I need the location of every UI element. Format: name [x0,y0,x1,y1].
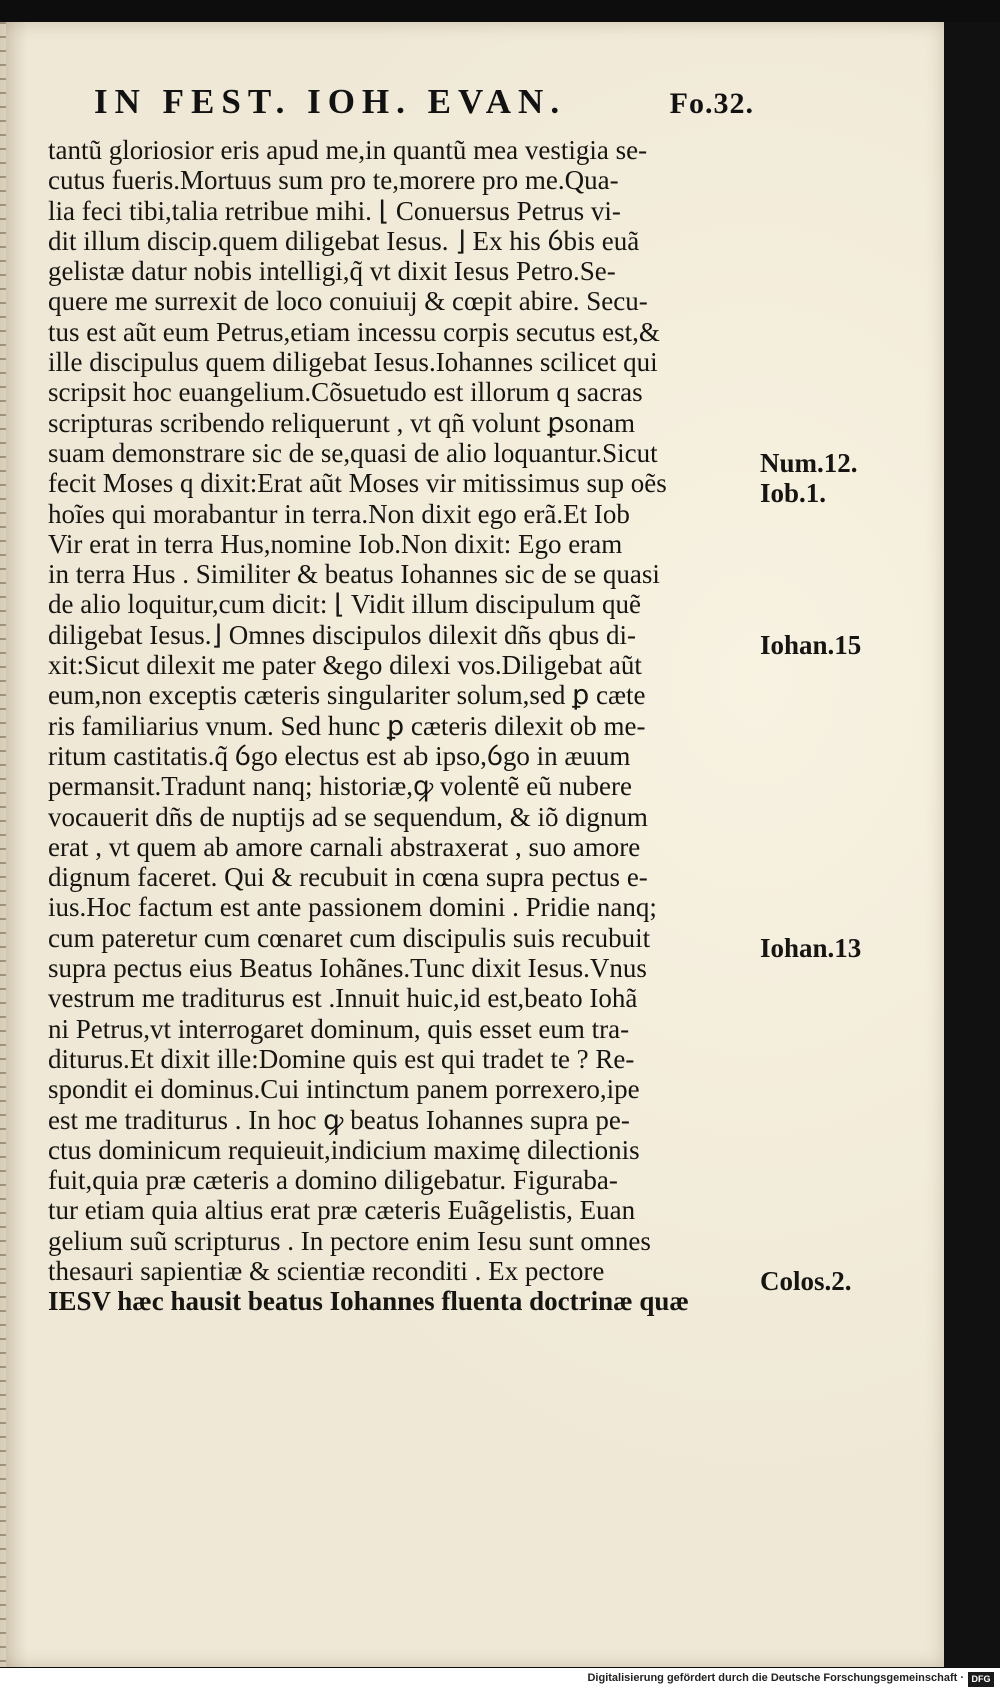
text-line: diturus.Et dixit ille:Domine quis est qui tradet te ? Re- [48,1043,635,1074]
text-line: eum,non exceptis cæteris singulariter solum,sed ꝑ cæte [48,680,646,711]
scan-background [944,22,1000,1667]
text-line: erat , vt quem ab amore carnali abstraxerat , suo amore [48,831,641,862]
text-line: fecit Moses q dixit:Erat aũt Moses vir mitissimus sup oẽs [48,468,667,499]
margin-note: Iohan.13 [760,932,862,963]
text-line: hoĩes qui morabantur in terra.Non dixit ego erã.Et Iob [48,498,630,529]
text-line: ritum castitatis.q̃ ỽgo electus est ab ipso,ỽgo in æuum [48,740,631,771]
text-line: tus est aũt eum Petrus,etiam incessu corpis secutus est,& [48,316,660,347]
running-title: IN FEST. IOH. EVAN. [94,82,567,121]
footer-bar [0,1668,1000,1693]
text-line: ius.Hoc factum est ante passionem domini . Pridie nanq; [48,892,657,923]
text-line: gelistæ datur nobis intelligi,q̃ vt dixit Iesus Petro.Se- [48,256,616,287]
text-line: diligebat Iesus.⌋ Omnes discipulos dilexit dñs qbus di- [48,619,636,650]
text-line: IESV hæc hausit beatus Iohannes fluenta doctrinæ quæ [48,1286,689,1317]
margin-note: Iob.1. [760,478,827,509]
text-line: spondit ei dominus.Cui intinctum panem porrexero,ipe [48,1074,640,1105]
text-line: supra pectus eius Beatus Iohãnes.Tunc dixit Iesus.Vnus [48,953,647,984]
digitization-credit: Digitalisierung gefördert durch die Deutsche Forschungsgemeinschaft · [587,1672,964,1684]
page-header [94,82,754,134]
margin-note: Num.12. [760,448,858,478]
text-line: vestrum me traditurus est .Innuit huic,id est,beato Iohã [48,983,638,1014]
text-line: dit illum discip.quem diligebat Iesus. ⌋ Ex his ỽbis euã [48,225,640,256]
text-line: ctus dominicum requieuit,indicium maximę dilectionis [48,1134,640,1165]
folio-number: Fo.32. [669,87,754,120]
text-line: vocauerit dñs de nuptĳs ad se sequendum, & iõ dignum [48,801,648,832]
page-edge-gutter [0,22,6,1667]
text-line: suam demonstrare sic de se,quasi de alio loquantur.Sicut [48,437,658,468]
text-line: fuit,quia præ cæteris a domino diligebatur. Figuraba- [48,1165,618,1196]
text-line: tantũ gloriosior eris apud me,in quantũ mea vestigia se- [48,135,648,165]
text-line: gelium suũ scripturus . In pectore enim Iesu sunt omnes [48,1225,651,1256]
dfg-logo-icon: DFG [968,1672,994,1687]
text-line: lia feci tibi,talia retribue mihi. ⌊ Conuersus Petrus vi- [48,195,621,226]
text-line: cutus fueris.Mortuus sum pro te,morere pro me.Qua- [48,165,619,196]
text-line: ille discipulus quem diligebat Iesus.Iohannes scilicet qui [48,347,658,378]
text-line: dignum faceret. Qui & recubuit in cœna supra pectus e- [48,862,648,893]
text-line: ris familiarius vnum. Sed hunc ꝑ cæteris dilexit ob me- [48,710,646,741]
text-line: quere me surrexit de loco conuiuĳ & cœpit abire. Secu- [48,286,648,317]
text-line: est me traditurus . In hoc ꝙ beatus Iohannes supra pe- [48,1104,630,1135]
text-line: scripturas scribendo reliquerunt , vt qñ volunt ꝑsonam [48,407,636,438]
text-line: thesauri sapientiæ & scientiæ reconditi . Ex pectore [48,1255,605,1286]
text-line: de alio loquitur,cum dicit: ⌊ Vidit illum discipulum quẽ [48,589,642,620]
margin-note: Colos.2. [760,1266,852,1297]
text-line: xit:Sicut dilexit me pater &ego dilexi vos.Diligebat aũt [48,650,642,681]
text-line: scripsit hoc euangelium.Cõsuetudo est illorum q sacras [48,377,643,408]
text-line: cum pateretur cum cœnaret cum discipulis suis recubuit [48,922,651,953]
margin-note: Iohan.15 [760,629,862,660]
text-line: in terra Hus . Similiter & beatus Iohannes sic de se quasi [48,559,660,590]
text-line: Vir erat in terra Hus,nomine Iob.Non dixit: Ego eram [48,528,623,559]
text-line: ni Petrus,vt interrogaret dominum, quis esset eum tra- [48,1013,630,1044]
text-line: permansit.Tradunt nanq; historiæ,ꝙ volentẽ eũ nubere [48,771,632,802]
main-text-block [48,135,748,1317]
text-line: tur etiam quia altius erat præ cæteris Euãgelistis, Euan [48,1195,636,1226]
